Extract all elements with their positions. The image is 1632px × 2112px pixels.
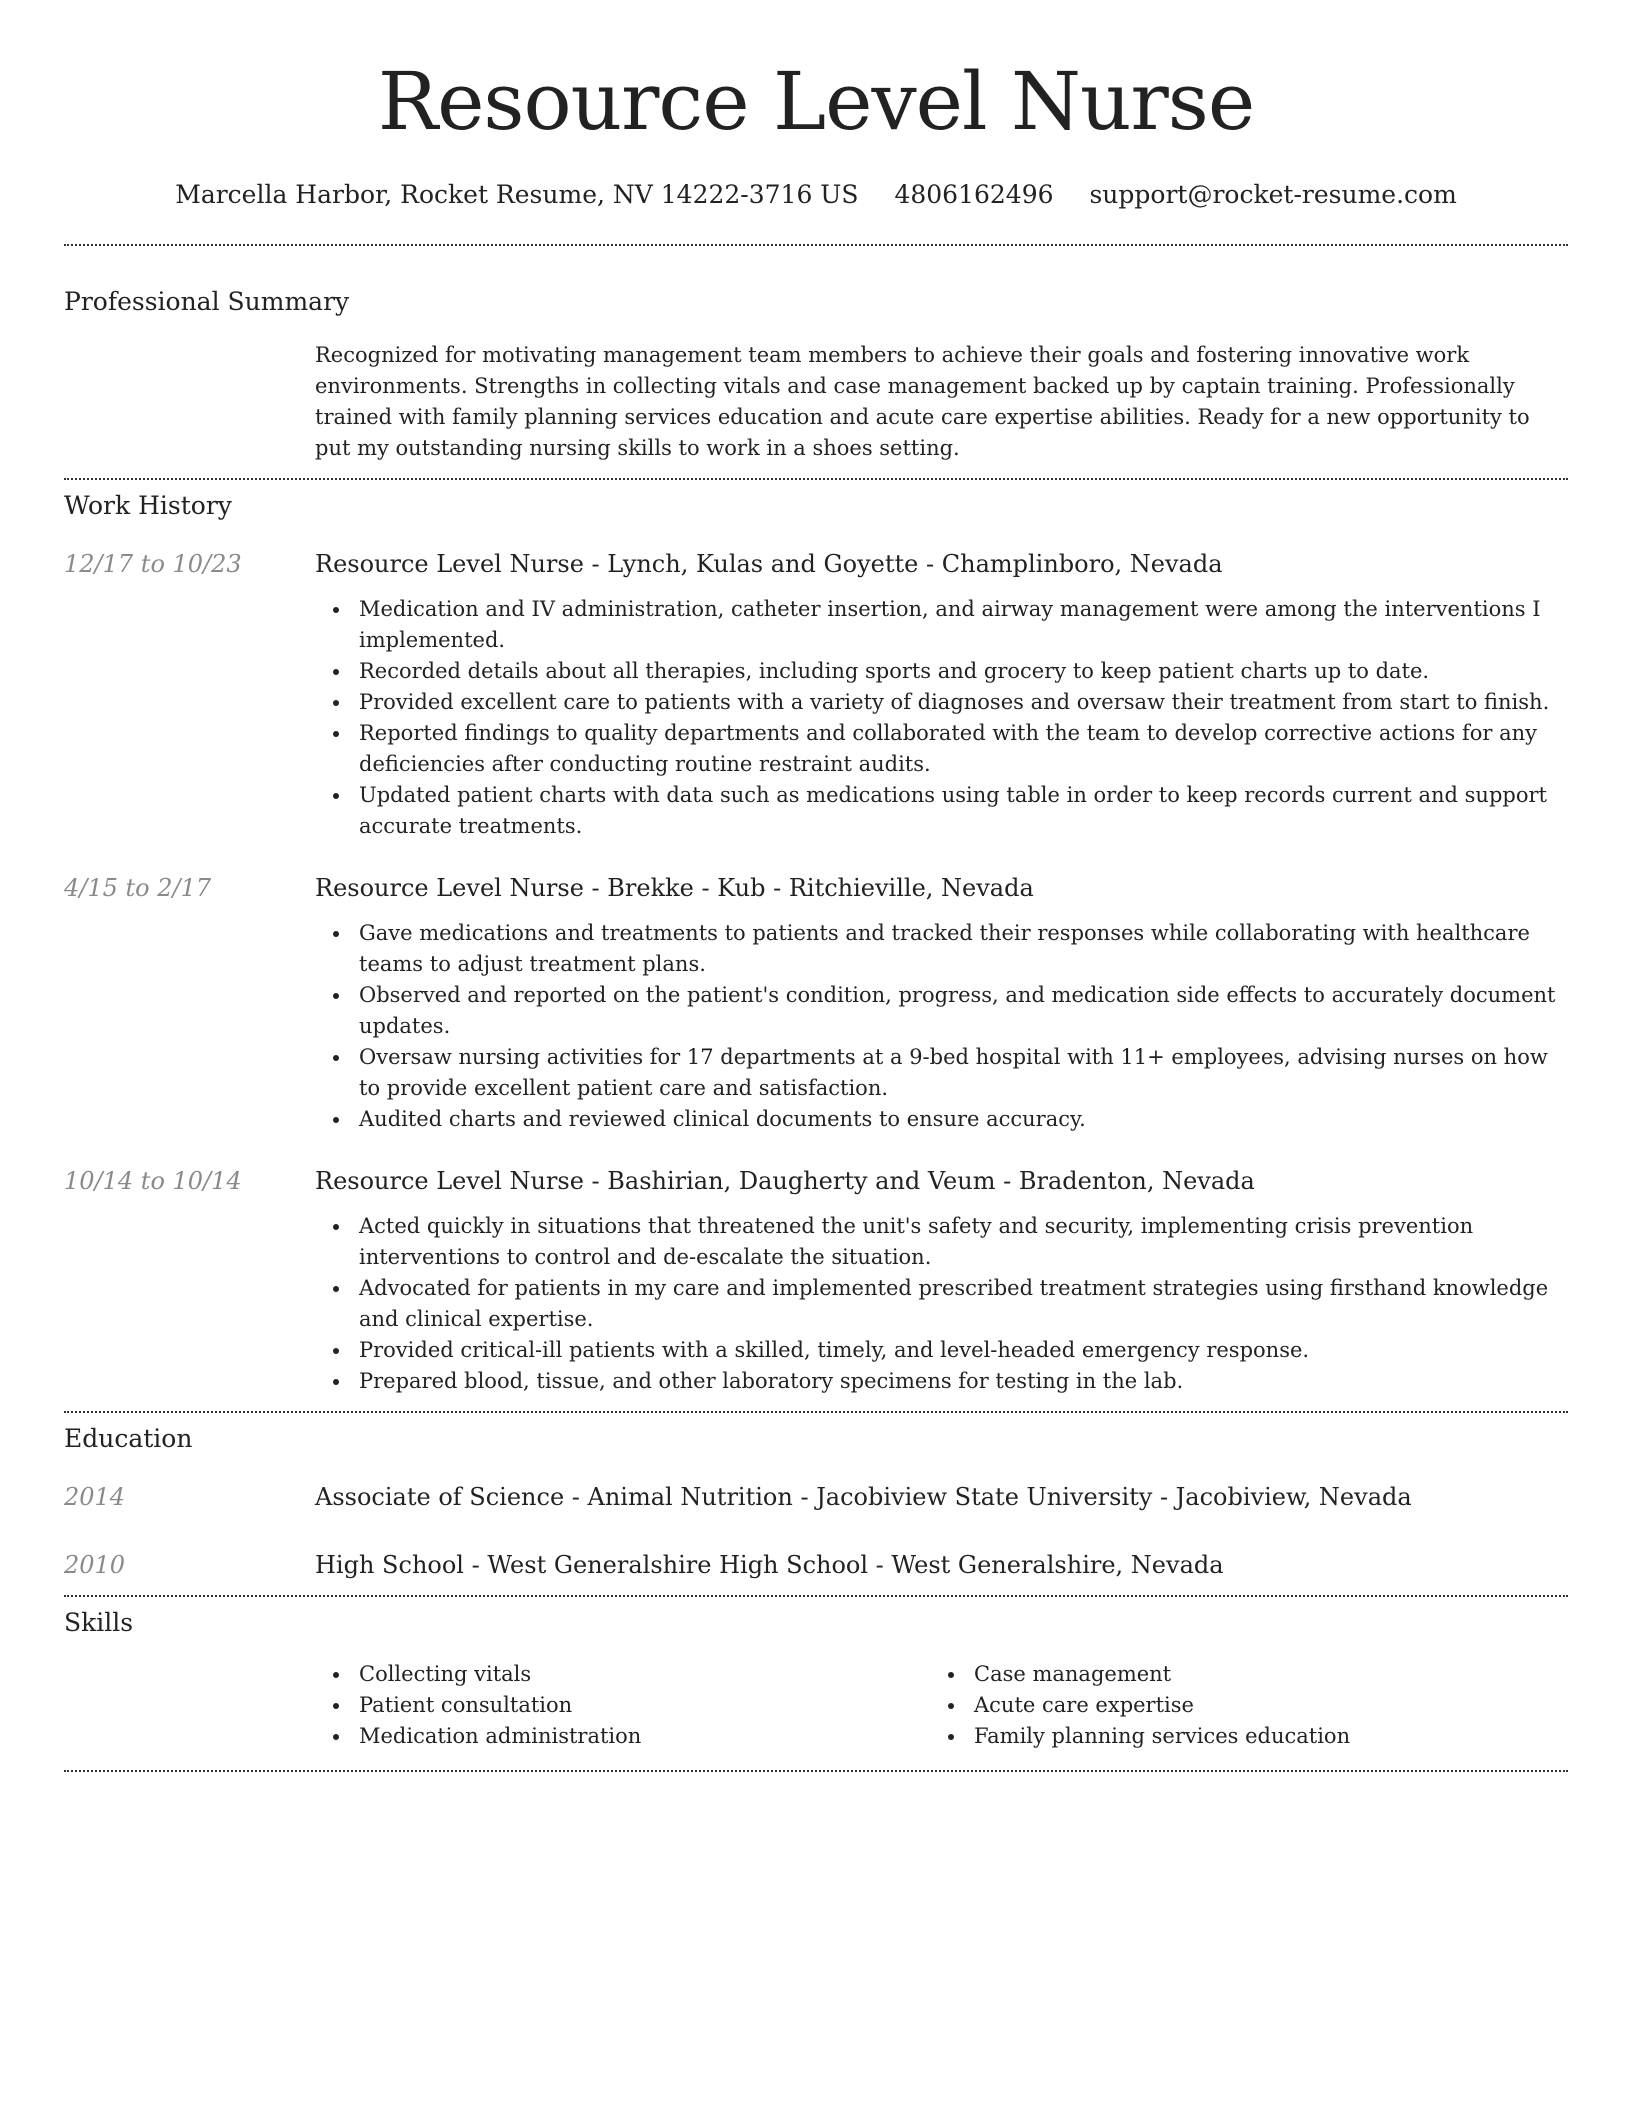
list-item: Advocated for patients in my care and implemented prescribed treatment strategies using firsthand knowledge and clinical expertise. [315,1273,1568,1335]
work-section [64,480,1568,1397]
skills-heading: Skills [64,1608,134,1637]
education-text: Associate of Science - Animal Nutrition - Jacobiview State University - Jacobiview, Nevada [315,1483,1412,1511]
list-item: Acted quickly in situations that threatened the unit's safety and security, implementing crisis prevention interventions to control and de-escalate the situation. [315,1211,1568,1273]
education-year: 2010 [64,1551,126,1579]
skills-list-right [930,1659,1545,1752]
list-item: Oversaw nursing activities for 17 departments at a 9-bed hospital with 11+ employees, advising nurses on how to provide excellent patient care and satisfaction. [315,1042,1568,1104]
skills-list-left [315,1659,930,1752]
divider [64,1770,1568,1772]
list-item: Acute care expertise [930,1690,1545,1721]
list-item: Prepared blood, tissue, and other laboratory specimens for testing in the lab. [315,1366,1568,1397]
list-item: Provided excellent care to patients with a variety of diagnoses and oversaw their treatment from start to finish. [315,687,1568,718]
education-heading: Education [64,1424,193,1453]
job-dates: 12/17 to 10/23 [64,550,242,578]
job-dates: 4/15 to 2/17 [64,874,212,902]
list-item: Case management [930,1659,1545,1690]
list-item: Gave medications and treatments to patients and tracked their responses while collaborating with healthcare teams to adjust treatment plans. [315,918,1568,980]
list-item: Provided critical-ill patients with a skilled, timely, and level-headed emergency response. [315,1335,1568,1366]
job-title: Resource Level Nurse - Lynch, Kulas and Goyette - Champlinboro, Nevada [315,550,1223,578]
education-section [64,1413,1568,1581]
contact-email: support@rocket-resume.com [1089,180,1457,209]
list-item: Recorded details about all therapies, including sports and grocery to keep patient charts up to date. [315,656,1568,687]
list-item: Family planning services education [930,1721,1545,1752]
education-entry [64,1481,1568,1513]
resume-header [64,0,1568,210]
work-heading: Work History [64,491,232,520]
list-item: Medication and IV administration, catheter insertion, and airway management were among the interventions I implemented. [315,594,1568,656]
list-item: Collecting vitals [315,1659,930,1690]
summary-heading: Professional Summary [64,287,350,316]
candidate-name: Resource Level Nurse [377,55,1255,148]
job-entry [64,1165,1568,1397]
job-entry [64,548,1568,842]
job-bullets [315,1211,1568,1397]
contact-phone: 4806162496 [894,180,1054,209]
job-bullets [315,918,1568,1135]
list-item: Observed and reported on the patient's condition, progress, and medication side effects to accurately document updates. [315,980,1568,1042]
job-bullets [315,594,1568,842]
skills-columns [315,1659,1568,1752]
contact-address: Marcella Harbor, Rocket Resume, NV 14222-3716 US [175,180,859,209]
skills-section [64,1597,1568,1752]
job-title: Resource Level Nurse - Bashirian, Daugherty and Veum - Bradenton, Nevada [315,1167,1255,1195]
job-dates: 10/14 to 10/14 [64,1167,242,1195]
education-year: 2014 [64,1483,126,1511]
education-entry [64,1549,1568,1581]
contact-line [64,180,1568,210]
education-text: High School - West Generalshire High School - West Generalshire, Nevada [315,1551,1224,1579]
list-item: Updated patient charts with data such as medications using table in order to keep records current and support accurate treatments. [315,780,1568,842]
list-item: Audited charts and reviewed clinical documents to ensure accuracy. [315,1104,1568,1135]
list-item: Reported findings to quality departments and collaborated with the team to develop corrective actions for any deficiencies after conducting routine restraint audits. [315,718,1568,780]
summary-section [64,246,1568,464]
job-title: Resource Level Nurse - Brekke - Kub - Ritchieville, Nevada [315,874,1034,902]
summary-text: Recognized for motivating management team members to achieve their goals and fostering innovative work environments. Strengths in collecting vitals and case management backed up by captain training. Professionally trained with family planning services education and acute care expertise abilities. Ready for a new opportunity to put my outstanding nursing skills to work in a shoes setting. [315,343,1530,460]
list-item: Patient consultation [315,1690,930,1721]
list-item: Medication administration [315,1721,930,1752]
job-entry [64,872,1568,1135]
